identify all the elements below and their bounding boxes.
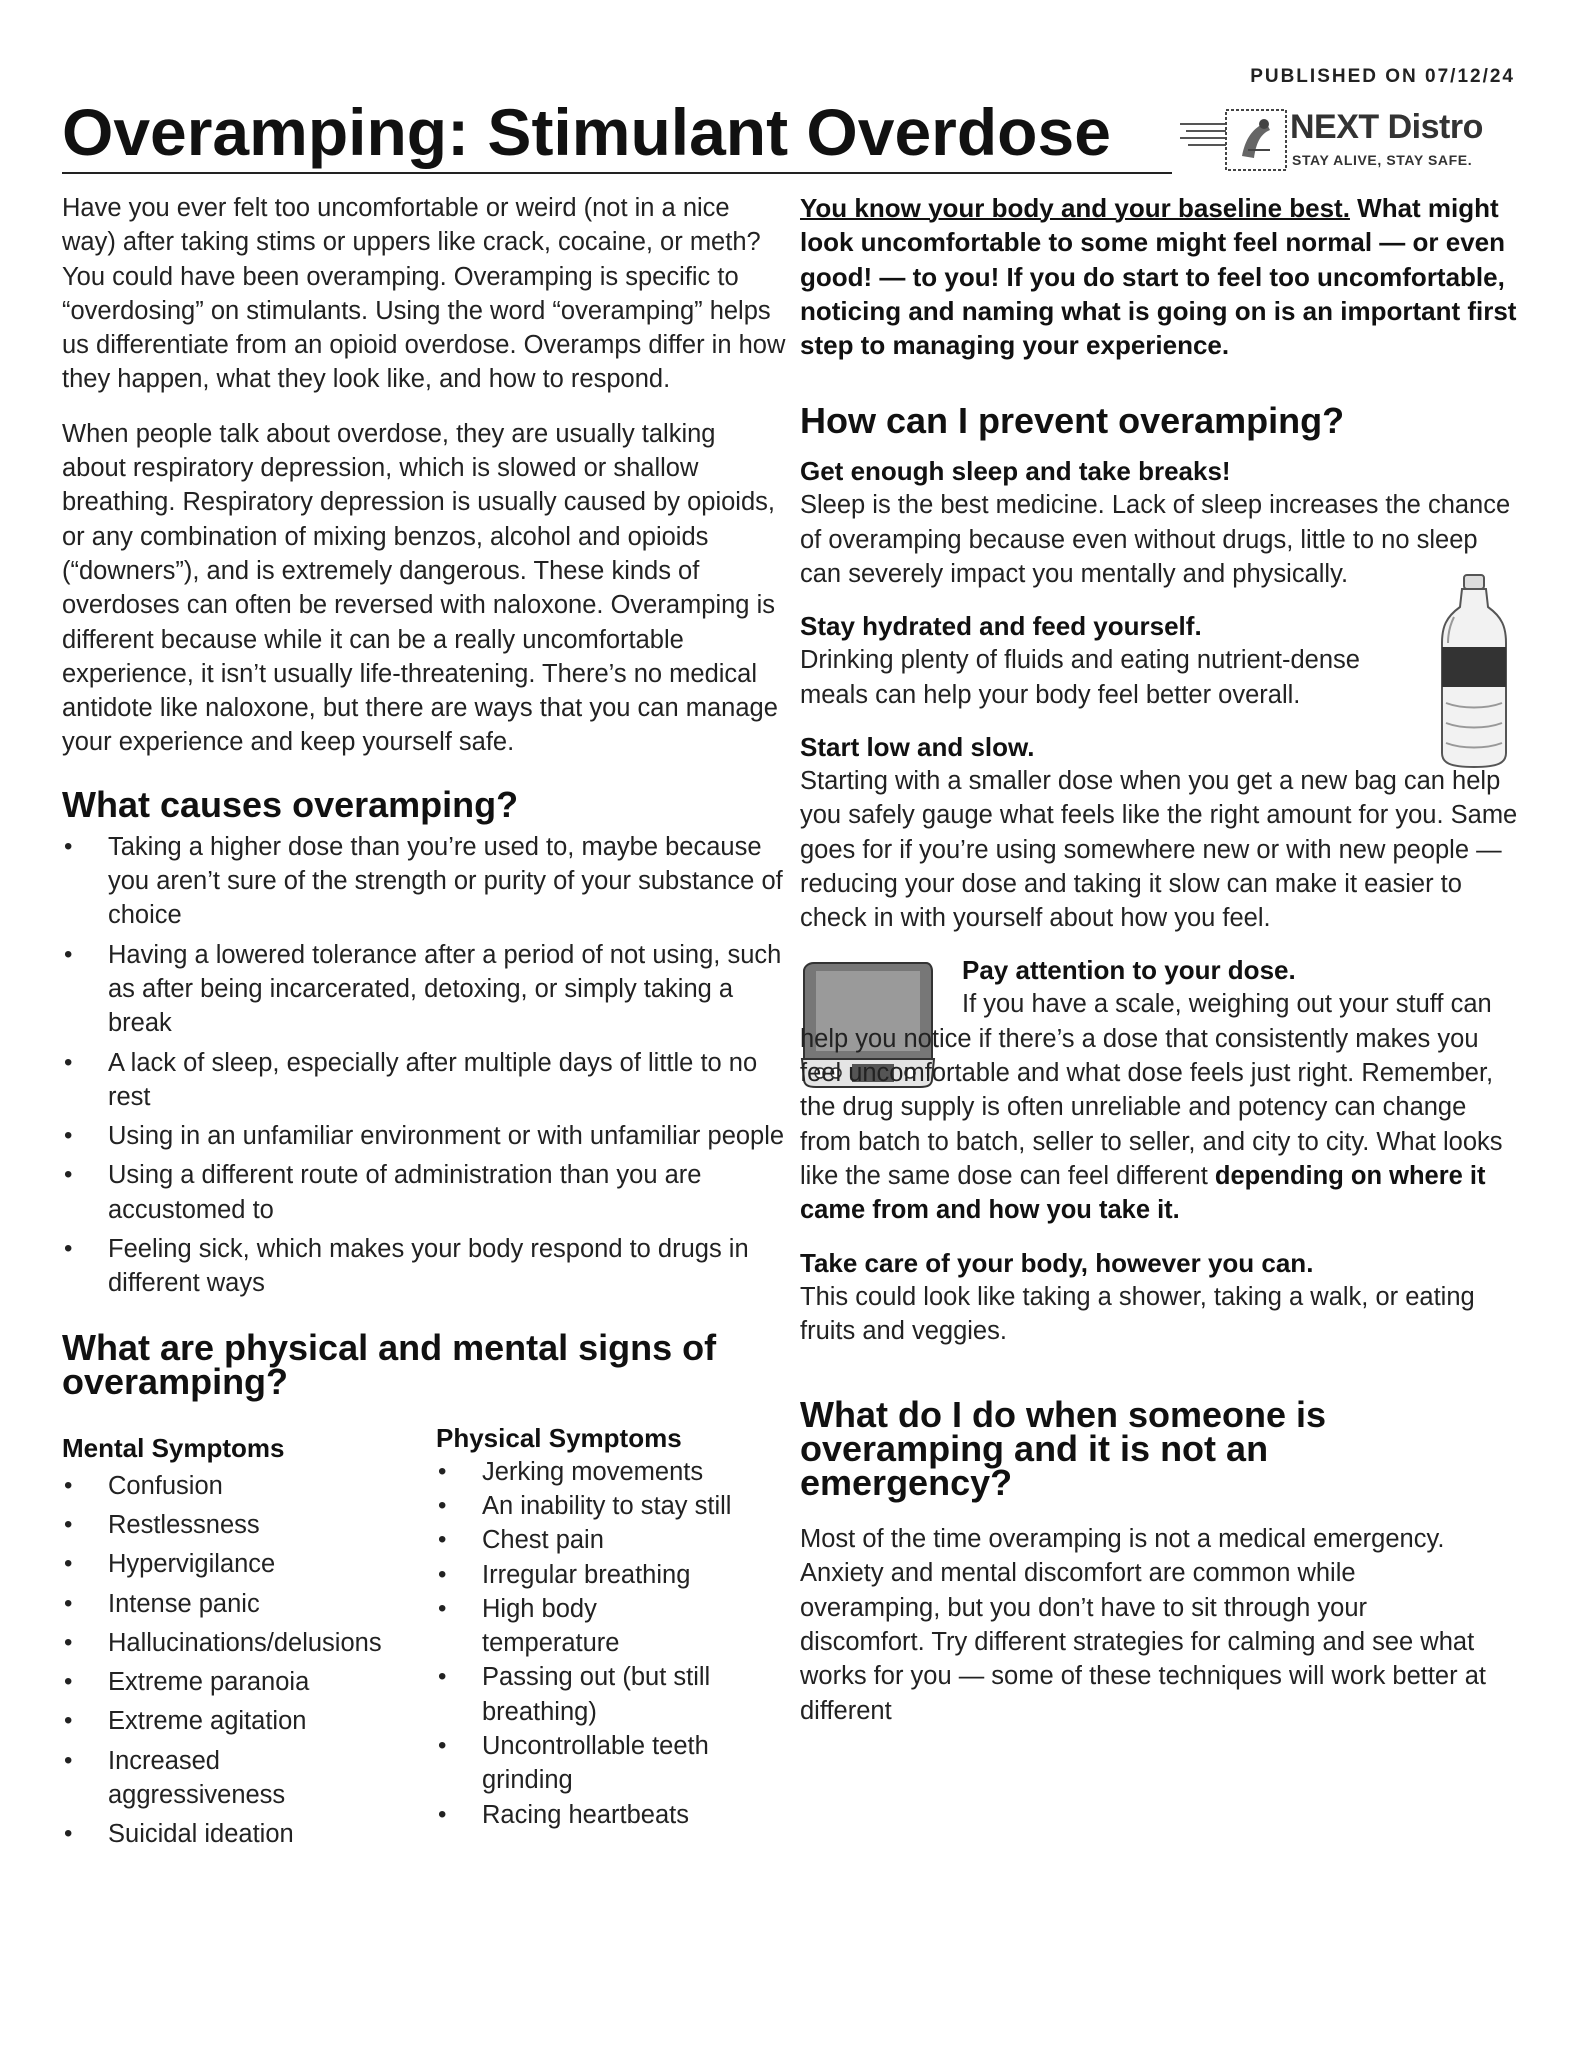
water-bottle-image <box>1432 573 1516 769</box>
postage-stamp-icon <box>1220 106 1292 174</box>
list-item: • Suicidal ideation <box>62 1817 442 1851</box>
care-text: This could look like taking a shower, taking a walk, or eating fruits and veggies. <box>800 1282 1475 1345</box>
hydrate-text: Drinking plenty of fluids and eating nutrient-dense meals can help your body feel better overall. <box>800 646 1360 709</box>
left-column <box>62 191 786 1865</box>
dose-text-bold: depending on where it came from and how you take it. <box>800 1161 1486 1225</box>
list-item: • Using in an unfamiliar environment or with unfamiliar people <box>62 1119 786 1153</box>
care-heading: Take care of your body, however you can. <box>800 1247 1314 1278</box>
hydrate-block <box>800 609 1524 712</box>
list-item: • Hallucinations/delusions <box>62 1626 442 1660</box>
sleep-text: Sleep is the best medicine. Lack of sleep increases the chance of overamping because even without drugs, little to no sleep can severely impact you mentally and physically. <box>800 491 1511 589</box>
list-item: • High body temperature <box>436 1592 652 1661</box>
list-item: • A lack of sleep, especially after multiple days of little to no rest <box>62 1046 786 1115</box>
list-item: • Restlessness <box>62 1508 442 1542</box>
dose-block <box>800 953 1524 1227</box>
low-text: Starting with a smaller dose when you get a new bag can help you safely gauge what feels like the right amount for you. Same goes for if you’re using somewhere new or with new people — reducing your dose and taking it slow can make it easier to check in with yourself about how you feel. <box>800 766 1518 933</box>
list-item: • Increased aggressiveness <box>62 1744 338 1813</box>
mental-symptoms <box>62 1431 442 1857</box>
physical-symptoms-heading: Physical Symptoms <box>436 1422 682 1453</box>
list-item: • Intense panic <box>62 1587 442 1621</box>
list-item: • Chest pain <box>436 1523 786 1557</box>
causes-heading: What causes overamping? <box>62 783 519 825</box>
list-item: • Uncontrollable teeth grinding <box>436 1729 762 1798</box>
dose-text <box>800 987 1524 1227</box>
intro-paragraph-1: Have you ever felt too uncomfortable or weird (not in a nice way) after taking stims or uppers like crack, cocaine, or meth? You could have been overamping. Overamping is specific to “overdosing” on stimulants. Using the word “overamping” helps us differentiate from an opioid overdose. Overamps differ in how they happen, what they look like, and how to respond. <box>62 194 786 394</box>
causes-list <box>62 830 786 1301</box>
logo-name: NEXT Distro <box>1290 108 1483 146</box>
next-distro-logo <box>1180 104 1520 178</box>
published-date: PUBLISHED ON 07/12/24 <box>1250 66 1515 87</box>
list-item: • Hypervigilance <box>62 1547 442 1581</box>
list-item: • Extreme paranoia <box>62 1665 442 1699</box>
prevent-heading: How can I prevent overamping? <box>800 400 1345 442</box>
list-item: • Racing heartbeats <box>436 1798 786 1832</box>
low-heading: Start low and slow. <box>800 731 1035 762</box>
lead-paragraph <box>800 191 1524 362</box>
list-item: • Feeling sick, which makes your body respond to drugs in different ways <box>62 1232 786 1301</box>
dose-text-body: If you have a scale, weighing out your stuff can help you notice if there’s a dose that consistently makes you feel uncomfortable and what dose feels just right. Remember, the drug supply is often unreliable and potency can change from batch to batch, seller to seller, and city to city. What looks like the same dose can feel different <box>800 990 1503 1190</box>
emergency-text: Most of the time overamping is not a medical emergency. Anxiety and mental discomfort are common while overamping, but you don’t have to sit through your discomfort. Try different strategies for calming and see what works for you — some of these techniques will work better at different <box>800 1525 1486 1725</box>
mental-symptoms-list <box>62 1469 442 1852</box>
list-item: • Taking a higher dose than you’re used to, maybe because you aren’t sure of the strength or purity of your substance of choice <box>62 830 786 933</box>
mental-symptoms-heading: Mental Symptoms <box>62 1432 285 1463</box>
list-item: • Using a different route of administration than you are accustomed to <box>62 1158 786 1227</box>
list-item: • Extreme agitation <box>62 1704 442 1738</box>
emergency-heading: What do I do when someone is overamping and it is not an emergency? <box>800 1394 1327 1504</box>
physical-symptoms-list <box>436 1455 786 1832</box>
intro-paragraph-2: When people talk about overdose, they are usually talking about respiratory depression, which is slowed or shallow breathing. Respiratory depression is usually caused by opioids, or any combination of mixing benzos, alcohol and opioids (“downers”), and is extremely dangerous. These kinds of overdoses can often be reversed with naloxone. Overamping is different because while it can be a really uncomfortable experience, it isn’t usually life-threatening. There’s no medical antidote like naloxone, but there are ways that you can manage your experience and keep yourself safe. <box>62 419 778 757</box>
list-item: • Irregular breathing <box>436 1558 786 1592</box>
list-item: • An inability to stay still <box>436 1489 786 1523</box>
physical-symptoms <box>436 1421 786 1832</box>
logo-tagline: STAY ALIVE, STAY SAFE. <box>1292 152 1473 168</box>
lead-rest: What might look uncomfortable to some might feel normal — or even good! — to you! If you do start to feel too uncomfortable, noticing and naming what is going on is an important first step to managing your experience. <box>800 193 1517 361</box>
right-column <box>800 191 1524 1748</box>
lead-underlined: You know your body and your baseline best. <box>800 193 1350 223</box>
dose-heading: Pay attention to your dose. <box>962 955 1296 986</box>
symptoms-section <box>62 1405 786 1865</box>
sleep-heading: Get enough sleep and take breaks! <box>800 456 1231 487</box>
hydrate-heading: Stay hydrated and feed yourself. <box>800 611 1202 642</box>
signs-heading: What are physical and mental signs of overamping? <box>62 1326 717 1402</box>
list-item: • Passing out (but still breathing) <box>436 1660 762 1729</box>
list-item: • Jerking movements <box>436 1455 786 1489</box>
list-item: • Having a lowered tolerance after a period of not using, such as after being incarcerated, detoxing, or simply taking a break <box>62 938 786 1041</box>
list-item: • Confusion <box>62 1469 442 1503</box>
page-title: Overamping: Stimulant Overdose <box>62 92 1172 174</box>
